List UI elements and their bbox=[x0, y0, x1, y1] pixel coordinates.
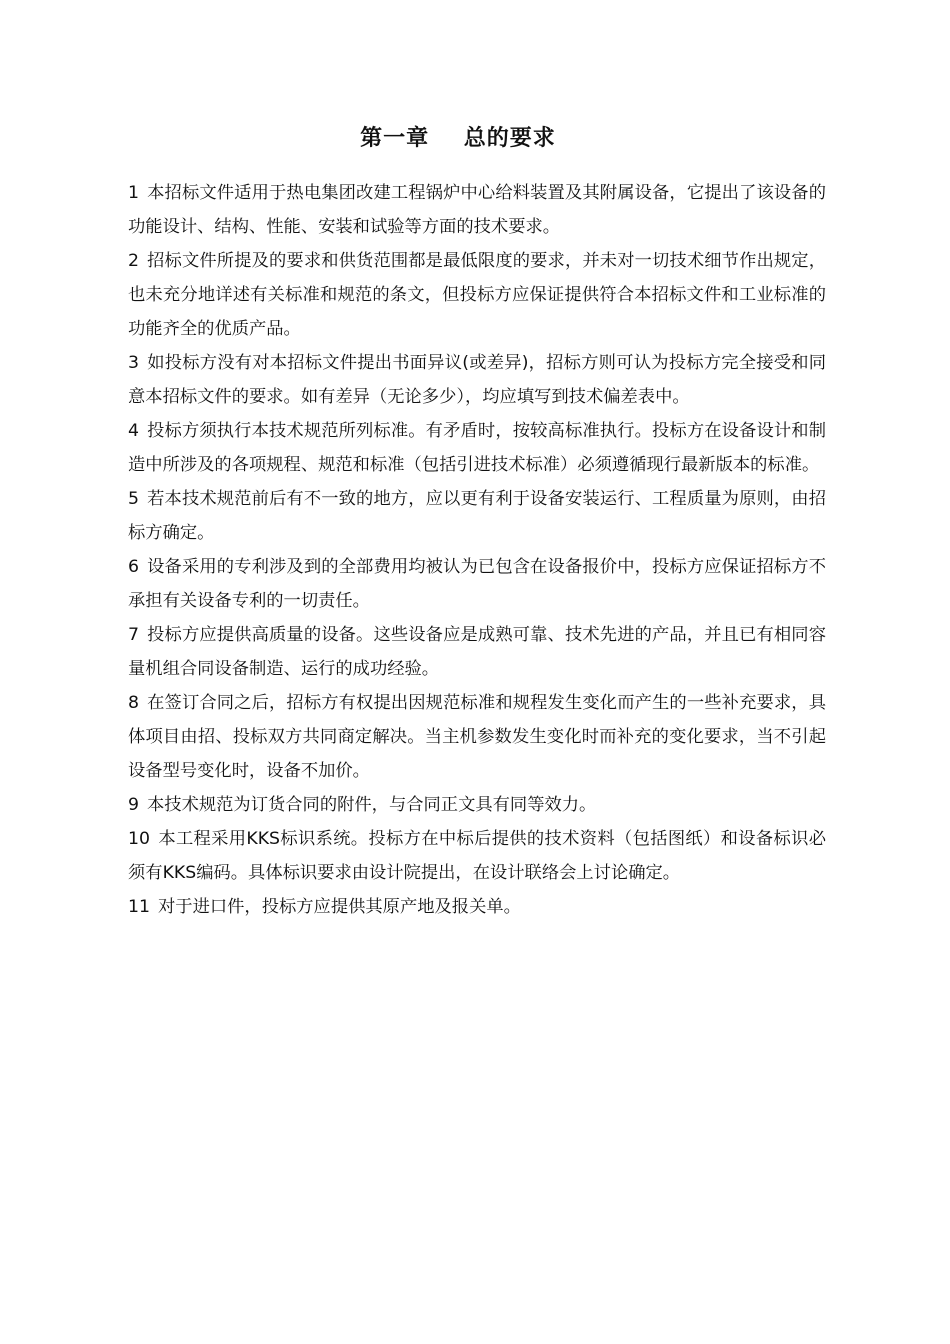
clause-number: 11 bbox=[128, 897, 150, 917]
clause-text: 对于进口件，投标方应提供其原产地及报关单。 bbox=[158, 897, 521, 917]
clause-8 bbox=[128, 686, 826, 788]
clause-9 bbox=[128, 788, 826, 822]
clause-11 bbox=[128, 890, 826, 924]
clause-6 bbox=[128, 550, 826, 618]
clause-text: 在签订合同之后，招标方有权提出因规范标准和规程发生变化而产生的一些补充要求，具体项目由招、投标双方共同商定解决。当主机参数发生变化时而补充的变化要求，当不引起设备型号变化时，设备不加价。 bbox=[128, 693, 826, 781]
clause-1 bbox=[128, 176, 826, 244]
clause-text: 设备采用的专利涉及到的全部费用均被认为已包含在设备报价中，投标方应保证招标方不承担有关设备专利的一切责任。 bbox=[128, 557, 826, 611]
clause-text: 招标文件所提及的要求和供货范围都是最低限度的要求，并未对一切技术细节作出规定，也未充分地详述有关标准和规范的条文，但投标方应保证提供符合本招标文件和工业标准的功能齐全的优质产品。 bbox=[128, 251, 826, 339]
clause-7 bbox=[128, 618, 826, 686]
clause-number: 2 bbox=[128, 251, 139, 271]
requirements-list bbox=[128, 176, 826, 924]
clause-number: 7 bbox=[128, 625, 139, 645]
clause-text: 若本技术规范前后有不一致的地方，应以更有利于设备安装运行、工程质量为原则，由招标方确定。 bbox=[128, 489, 826, 543]
clause-text: 本招标文件适用于热电集团改建工程锅炉中心给料装置及其附属设备，它提出了该设备的功能设计、结构、性能、安装和试验等方面的技术要求。 bbox=[128, 183, 826, 237]
clause-text: 本工程采用KKS标识系统。投标方在中标后提供的技术资料（包括图纸）和设备标识必须有KKS编码。具体标识要求由设计院提出，在设计联络会上讨论确定。 bbox=[128, 829, 826, 883]
clause-2 bbox=[128, 244, 826, 346]
clause-4 bbox=[128, 414, 826, 482]
clause-10 bbox=[128, 822, 826, 890]
clause-number: 1 bbox=[128, 183, 139, 203]
clause-text: 投标方须执行本技术规范所列标准。有矛盾时，按较高标准执行。投标方在设备设计和制造中所涉及的各项规程、规范和标准（包括引进技术标准）必须遵循现行最新版本的标准。 bbox=[128, 421, 826, 475]
clause-number: 4 bbox=[128, 421, 139, 441]
clause-number: 5 bbox=[128, 489, 139, 509]
clause-number: 9 bbox=[128, 795, 139, 815]
clause-number: 3 bbox=[128, 353, 139, 373]
chapter-title: 第一章 总的要求 bbox=[360, 126, 556, 151]
clause-number: 10 bbox=[128, 829, 150, 849]
clause-3 bbox=[128, 346, 826, 414]
clause-number: 6 bbox=[128, 557, 139, 577]
clause-text: 本技术规范为订货合同的附件，与合同正文具有同等效力。 bbox=[147, 795, 597, 815]
clause-5 bbox=[128, 482, 826, 550]
clause-text: 如投标方没有对本招标文件提出书面异议(或差异)，招标方则可认为投标方完全接受和同意本招标文件的要求。如有差异（无论多少），均应填写到技术偏差表中。 bbox=[128, 353, 826, 407]
clause-text: 投标方应提供高质量的设备。这些设备应是成熟可靠、技术先进的产品，并且已有相同容量机组合同设备制造、运行的成功经验。 bbox=[128, 625, 826, 679]
clause-number: 8 bbox=[128, 693, 139, 713]
